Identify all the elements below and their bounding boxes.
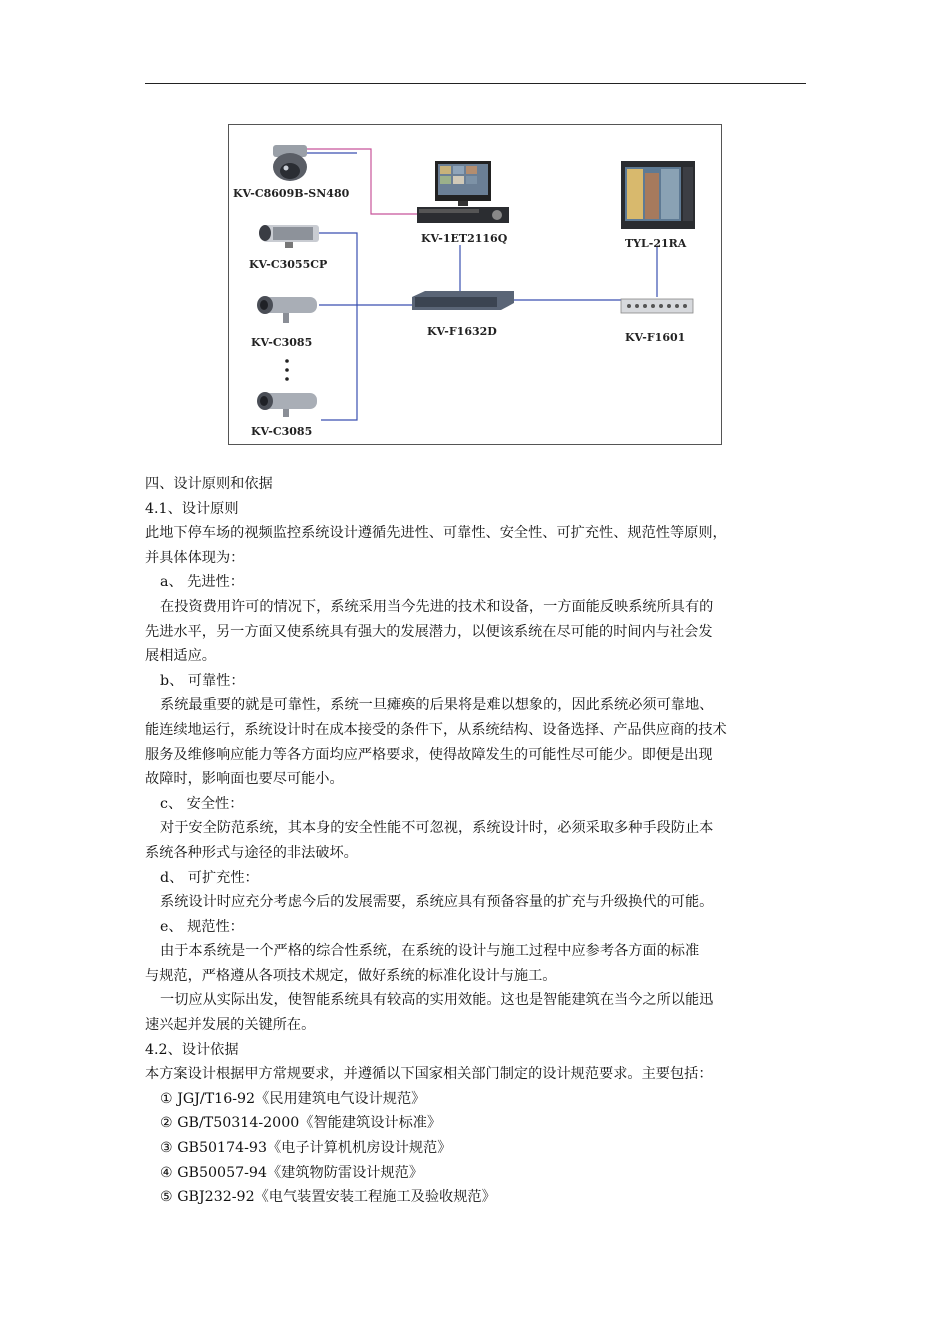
- box-camera-icon: [259, 225, 319, 248]
- paragraph: 系统各种形式与途径的非法破坏。: [145, 844, 358, 861]
- matrix-switcher-icon: [412, 291, 514, 310]
- standard-item: ① JGJ/T16-92《民用建筑电气设计规范》: [160, 1090, 426, 1107]
- section-heading-4-2: 4.2、设计依据: [145, 1041, 239, 1058]
- diagram-canvas: [229, 125, 723, 446]
- item-heading-e: e、 规范性：: [160, 918, 244, 935]
- section-heading-4-1: 4.1、设计原则: [145, 500, 239, 517]
- dome-camera-label: KV-C8609B-SN480: [233, 187, 350, 200]
- paragraph: 展相适应。: [145, 648, 216, 665]
- dvr-label: KV-1ET2116Q: [421, 232, 508, 245]
- header-rule: [145, 83, 806, 84]
- paragraph: 对于安全防范系统，其本身的安全性能不可忽视，系统设计时，必须采取多种手段防止本: [160, 820, 714, 837]
- item-heading-d: d、 可扩充性：: [160, 869, 259, 886]
- item-heading-c: c、 安全性：: [160, 795, 244, 812]
- bullet-camera-label-2: KV-C3085: [251, 425, 313, 438]
- paragraph: 服务及维修响应能力等各方面均应严格要求，使得故障发生的可能性尽可能少。即便是出现: [145, 746, 713, 763]
- monitor-icon: [621, 161, 695, 229]
- dome-camera-icon: [273, 145, 307, 181]
- paragraph: 本方案设计根据甲方常规要求，并遵循以下国家相关部门制定的设计规范要求。主要包括：: [145, 1066, 713, 1083]
- paragraph: 速兴起并发展的关键所在。: [145, 1017, 316, 1034]
- box-camera-label: KV-C3055CP: [249, 258, 328, 271]
- matrix-label: KV-F1632D: [427, 325, 497, 338]
- paragraph: 先进水平，另一方面又使系统具有强大的发展潜力，以便该系统在尽可能的时间内与社会发: [145, 623, 713, 640]
- body-text: [145, 472, 810, 1210]
- more-cameras-ellipsis: [285, 359, 289, 381]
- section-heading-4: 四、设计原则和依据: [145, 476, 273, 492]
- standard-item: ⑤ GBJ232-92《电气装置安装工程施工及验收规范》: [160, 1189, 496, 1206]
- distributor-label: KV-F1601: [625, 331, 686, 344]
- standard-item: ④ GB50057-94《建筑物防雷设计规范》: [160, 1164, 424, 1181]
- paragraph: 与规范，严格遵从各项技术规定，做好系统的标准化设计与施工。: [145, 967, 557, 984]
- paragraph: 故障时，影响面也要尽可能小。: [145, 771, 344, 788]
- item-heading-a: a、 先进性：: [160, 574, 244, 591]
- monitor-label: TYL-21RA: [625, 237, 687, 250]
- paragraph: 一切应从实际出发，使智能系统具有较高的实用效能。这也是智能建筑在当今之所以能迅: [160, 992, 714, 1009]
- item-heading-b: b、 可靠性：: [160, 672, 245, 689]
- paragraph: 由于本系统是一个严格的综合性系统，在系统的设计与施工过程中应参考各方面的标准: [160, 943, 700, 960]
- pink-link-line: [307, 149, 417, 214]
- system-diagram: [228, 124, 722, 445]
- dvr-icon: [417, 161, 509, 223]
- paragraph: 系统最重要的就是可靠性，系统一旦瘫痪的后果将是难以想象的，因此系统必须可靠地、: [160, 697, 714, 714]
- paragraph: 能连续地运行，系统设计时在成本接受的条件下，从系统结构、设备选择、产品供应商的技术: [145, 721, 727, 738]
- paragraph: 并具体体现为：: [145, 549, 245, 566]
- standard-item: ② GB/T50314-2000《智能建筑设计标准》: [160, 1115, 442, 1132]
- paragraph: 系统设计时应充分考虑今后的发展需要，系统应具有预备容量的扩充与升级换代的可能。: [160, 894, 714, 911]
- bullet-camera-icon: [257, 296, 317, 323]
- bullet-camera-icon: [257, 392, 317, 417]
- video-distributor-icon: [621, 299, 693, 313]
- standard-item: ③ GB50174-93《电子计算机机房设计规范》: [160, 1140, 452, 1157]
- paragraph: 在投资费用许可的情况下，系统采用当今先进的技术和设备，一方面能反映系统所具有的: [160, 598, 714, 615]
- bullet-camera-label-1: KV-C3085: [251, 336, 313, 349]
- paragraph: 此地下停车场的视频监控系统设计遵循先进性、可靠性、安全性、可扩充性、规范性等原则，: [145, 525, 727, 542]
